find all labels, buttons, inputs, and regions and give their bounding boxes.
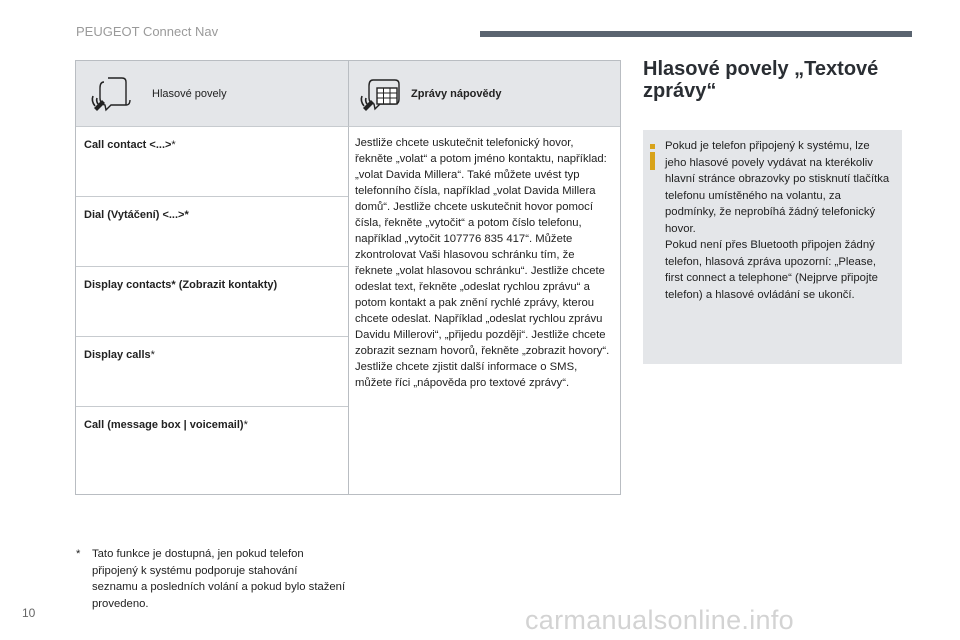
watermark: carmanualsonline.info <box>525 605 794 635</box>
header-bar <box>480 31 912 37</box>
footnote-text: Tato funkce je dostupná, jen pokud telefon připojený k systému podporuje stahování seznamu a posledních volání a pokud bylo stažení provedeno. <box>92 548 346 610</box>
command-row: Call (message box | voicemail)* <box>76 406 348 494</box>
table-header-help <box>348 61 620 126</box>
help-message-icon <box>359 74 403 114</box>
footnote <box>76 546 346 612</box>
voice-commands-table <box>75 60 621 495</box>
running-header: PEUGEOT Connect Nav <box>76 24 219 39</box>
section-title: Hlasové povely „Textové zprávy“ <box>643 58 879 102</box>
command-row: Display contacts* (Zobrazit kontakty) <box>76 266 348 336</box>
command-row: Dial (Vytáčení) <...>* <box>76 196 348 266</box>
info-note <box>643 130 902 364</box>
info-icon <box>649 144 656 170</box>
page-number: 10 <box>22 606 36 620</box>
table-header-commands <box>76 61 348 126</box>
voice-command-icon <box>90 74 134 114</box>
table-header-help-label: Zprávy nápovědy <box>411 87 502 100</box>
table-header-commands-label: Hlasové povely <box>152 87 227 100</box>
note-paragraph: Pokud není přes Bluetooth připojen žádný telefon, hlasová zpráva upozorní: „Please, first connect a telephone“ (Nejprve připojte telefon) a hlasové ovládání se ukončí. <box>665 239 878 301</box>
footnote-mark: * <box>76 548 81 560</box>
note-paragraph: Pokud je telefon připojený k systému, lze jeho hlasové povely vydávat na kterékoliv hlavní stránce obrazovky po stisknutí tlačítka telefonu umístěného na volantu, za podmínky, že neprobíhá žádný telefonický hovor. <box>665 140 890 235</box>
command-row: Call contact <...>* <box>76 126 348 196</box>
help-description: Jestliže chcete uskutečnit telefonický hovor, řekněte „volat“ a potom jméno kontaktu, například: „volat Davida Millera“. Také můžete uvést typ telefonního čísla, například „volat Davida Millera domů“. Jestliže chcete uskutečnit hovor pomocí čísla, řekněte „vytočit“ a potom číslo telefonu, například „vytočit 107776 835 417“. Můžete zkontrolovat Vaši hlasovou schránku tím, že řeknete „volat hlasovou schránku“. Jestliže chcete odeslat text, řekněte „odeslat rychlou zprávu“ a potom kontakt a pak znění rychlé zprávy, kterou chcete odeslat. Například „odeslat rychlou zprávu Davidu Millerovi“, „přijedu později“. Jestliže chcete zobrazit seznam hovorů, řekněte „zobrazit hovory“. Jestliže chcete zjistit další informace o SMS, můžete říci „nápověda pro textové zprávy“. <box>348 126 620 494</box>
command-row: Display calls* <box>76 336 348 406</box>
